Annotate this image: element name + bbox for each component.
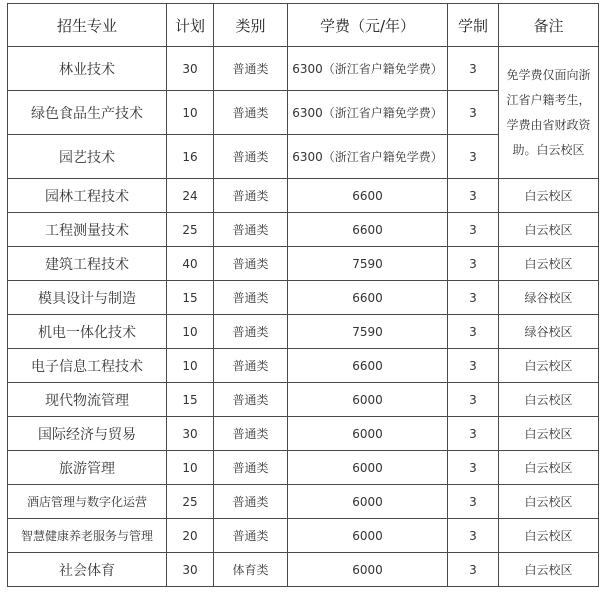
table-row [8, 315, 599, 349]
major-cell: 旅游管理 [8, 451, 167, 485]
fee-cell: 6300（浙江省户籍免学费） [288, 47, 448, 91]
years-cell: 3 [448, 383, 499, 417]
major-cell: 现代物流管理 [8, 383, 167, 417]
major-cell: 园林工程技术 [8, 179, 167, 213]
fee-cell: 6000 [288, 519, 448, 553]
category-cell: 普通类 [214, 247, 288, 281]
major-cell: 模具设计与制造 [8, 281, 167, 315]
years-cell: 3 [448, 247, 499, 281]
note-cell: 白云校区 [499, 485, 599, 519]
major-cell: 工程测量技术 [8, 213, 167, 247]
years-cell: 3 [448, 315, 499, 349]
table-row [8, 213, 599, 247]
category-cell: 普通类 [214, 417, 288, 451]
table-row [8, 519, 599, 553]
plan-cell: 30 [167, 417, 214, 451]
table-row [8, 383, 599, 417]
plan-cell: 30 [167, 553, 214, 587]
header-fee: 学费（元/年） [288, 4, 448, 47]
major-cell: 智慧健康养老服务与管理 [8, 519, 167, 553]
table-row [8, 553, 599, 587]
years-cell: 3 [448, 485, 499, 519]
plan-cell: 15 [167, 281, 214, 315]
fee-cell: 6300（浙江省户籍免学费） [288, 91, 448, 135]
header-category: 类别 [214, 4, 288, 47]
table-row [8, 47, 599, 91]
table-row [8, 179, 599, 213]
years-cell: 3 [448, 91, 499, 135]
major-cell: 林业技术 [8, 47, 167, 91]
plan-cell: 24 [167, 179, 214, 213]
category-cell: 普通类 [214, 179, 288, 213]
category-cell: 普通类 [214, 47, 288, 91]
plan-cell: 25 [167, 485, 214, 519]
note-cell: 白云校区 [499, 553, 599, 587]
major-cell: 国际经济与贸易 [8, 417, 167, 451]
header-note: 备注 [499, 4, 599, 47]
note-cell: 白云校区 [499, 383, 599, 417]
category-cell: 普通类 [214, 519, 288, 553]
plan-cell: 15 [167, 383, 214, 417]
note-cell: 白云校区 [499, 349, 599, 383]
note-cell: 白云校区 [499, 519, 599, 553]
table-row [8, 485, 599, 519]
fee-cell: 7590 [288, 315, 448, 349]
plan-cell: 40 [167, 247, 214, 281]
years-cell: 3 [448, 135, 499, 179]
enrollment-table [7, 3, 599, 587]
years-cell: 3 [448, 281, 499, 315]
years-cell: 3 [448, 179, 499, 213]
note-cell: 绿谷校区 [499, 281, 599, 315]
header-row [8, 4, 599, 47]
major-cell: 社会体育 [8, 553, 167, 587]
years-cell: 3 [448, 451, 499, 485]
note-cell: 白云校区 [499, 451, 599, 485]
major-cell: 电子信息工程技术 [8, 349, 167, 383]
table-row [8, 247, 599, 281]
years-cell: 3 [448, 349, 499, 383]
category-cell: 普通类 [214, 91, 288, 135]
plan-cell: 10 [167, 91, 214, 135]
note-cell: 白云校区 [499, 247, 599, 281]
fee-cell: 7590 [288, 247, 448, 281]
plan-cell: 10 [167, 451, 214, 485]
category-cell: 普通类 [214, 383, 288, 417]
note-cell: 绿谷校区 [499, 315, 599, 349]
header-plan: 计划 [167, 4, 214, 47]
years-cell: 3 [448, 417, 499, 451]
fee-cell: 6600 [288, 179, 448, 213]
table-row [8, 451, 599, 485]
plan-cell: 25 [167, 213, 214, 247]
plan-cell: 16 [167, 135, 214, 179]
fee-cell: 6600 [288, 281, 448, 315]
table-row [8, 281, 599, 315]
fee-cell: 6600 [288, 213, 448, 247]
fee-cell: 6000 [288, 451, 448, 485]
major-cell: 机电一体化技术 [8, 315, 167, 349]
header-years: 学制 [448, 4, 499, 47]
major-cell: 绿色食品生产技术 [8, 91, 167, 135]
plan-cell: 10 [167, 315, 214, 349]
fee-cell: 6000 [288, 383, 448, 417]
fee-cell: 6300（浙江省户籍免学费） [288, 135, 448, 179]
major-cell: 建筑工程技术 [8, 247, 167, 281]
years-cell: 3 [448, 47, 499, 91]
major-cell: 园艺技术 [8, 135, 167, 179]
plan-cell: 20 [167, 519, 214, 553]
category-cell: 普通类 [214, 451, 288, 485]
years-cell: 3 [448, 519, 499, 553]
fee-cell: 6000 [288, 417, 448, 451]
years-cell: 3 [448, 553, 499, 587]
fee-cell: 6600 [288, 349, 448, 383]
category-cell: 普通类 [214, 213, 288, 247]
years-cell: 3 [448, 213, 499, 247]
category-cell: 普通类 [214, 135, 288, 179]
category-cell: 普通类 [214, 485, 288, 519]
fee-cell: 6000 [288, 553, 448, 587]
category-cell: 普通类 [214, 281, 288, 315]
note-cell: 白云校区 [499, 213, 599, 247]
major-cell: 酒店管理与数字化运营 [8, 485, 167, 519]
category-cell: 普通类 [214, 315, 288, 349]
category-cell: 体育类 [214, 553, 288, 587]
plan-cell: 30 [167, 47, 214, 91]
table-row [8, 417, 599, 451]
fee-cell: 6000 [288, 485, 448, 519]
header-major: 招生专业 [8, 4, 167, 47]
note-cell: 白云校区 [499, 417, 599, 451]
table-row [8, 349, 599, 383]
note-cell: 白云校区 [499, 179, 599, 213]
plan-cell: 10 [167, 349, 214, 383]
merged-note-cell: 免学费仅面向浙江省户籍考生，学费由省财政资助。白云校区 [499, 47, 599, 179]
category-cell: 普通类 [214, 349, 288, 383]
